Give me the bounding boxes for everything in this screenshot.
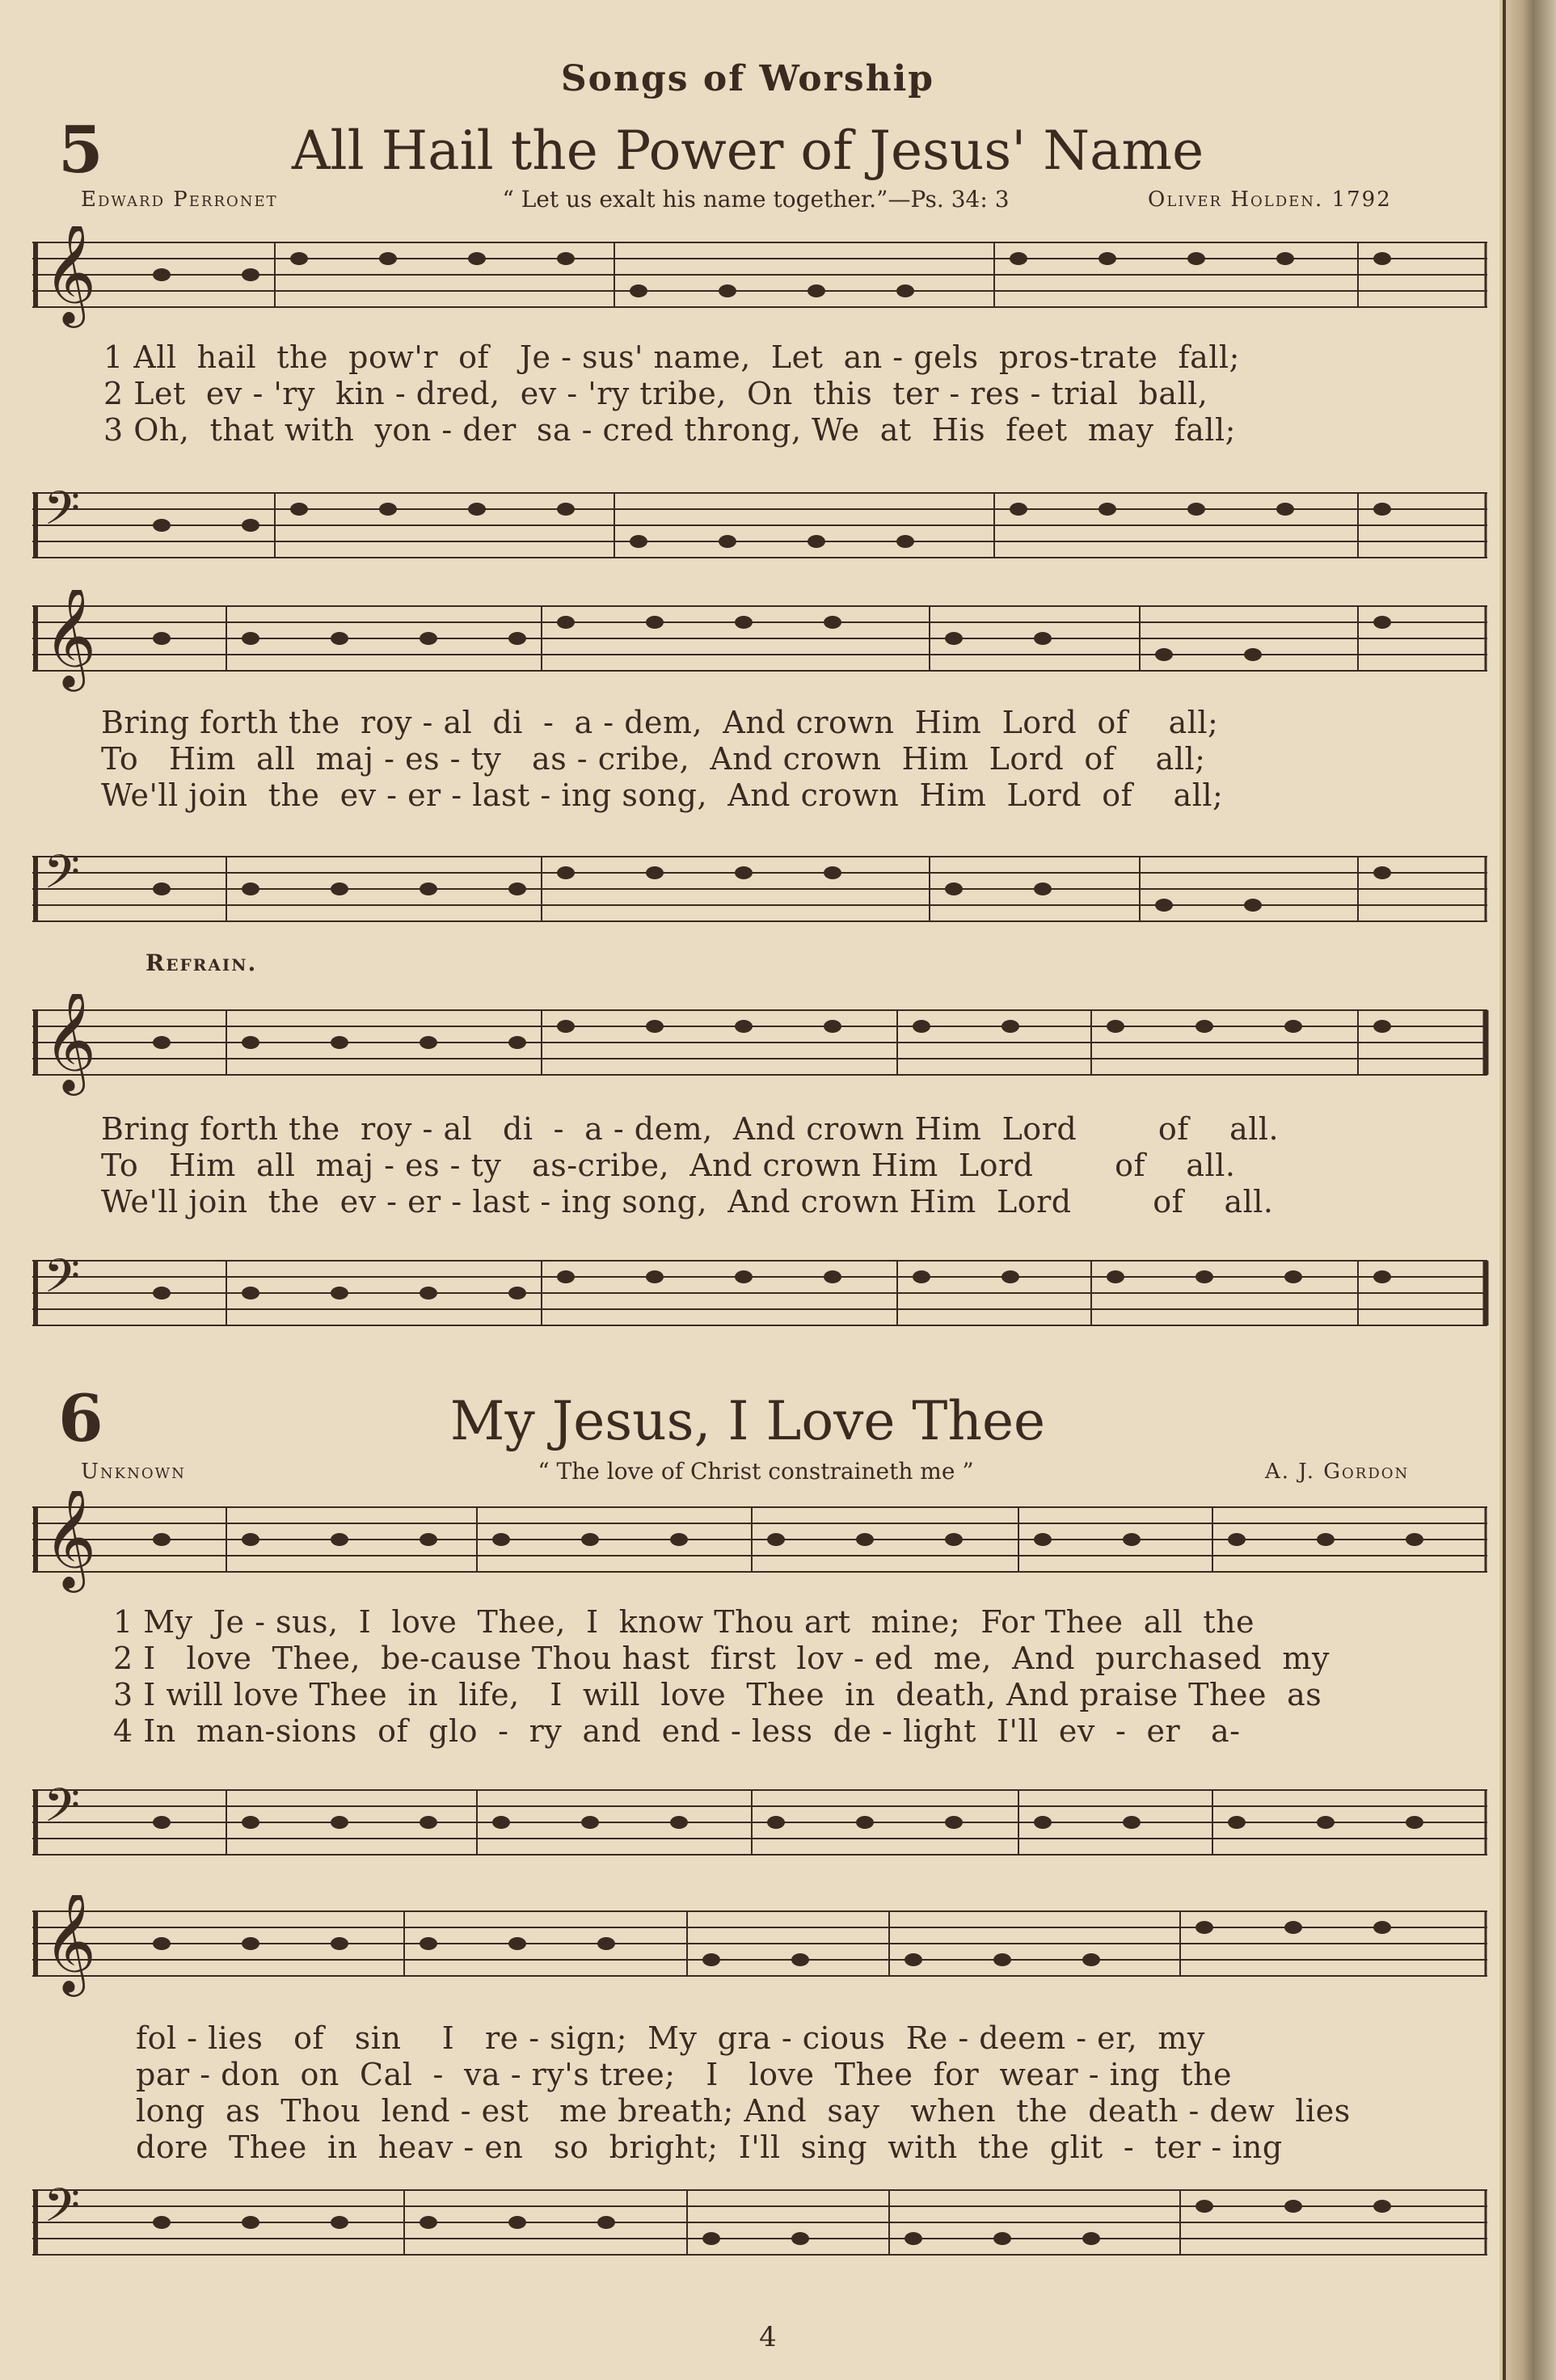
notehead xyxy=(508,632,526,645)
notehead xyxy=(420,1816,437,1829)
notehead xyxy=(1001,1270,1019,1283)
notehead xyxy=(508,1287,526,1300)
notehead xyxy=(508,882,526,895)
bass-clef: 𝄢 xyxy=(44,481,81,547)
notehead xyxy=(630,284,647,297)
notehead xyxy=(1155,648,1173,661)
hymn-title: All Hail the Power of Jesus' Name xyxy=(291,120,1204,182)
lyric-line: long as Thou lend - est me breath; And say when the death - dew lies xyxy=(136,2093,1351,2129)
music-system-bass xyxy=(32,1774,1495,1882)
notehead xyxy=(1284,1270,1302,1283)
notehead xyxy=(945,632,963,645)
notehead xyxy=(670,1816,688,1829)
notehead xyxy=(646,616,664,629)
page-edge xyxy=(1499,0,1556,2380)
notehead xyxy=(735,1020,753,1033)
notehead xyxy=(557,866,575,879)
notehead xyxy=(1034,1533,1052,1546)
music-system-bass xyxy=(32,2174,1495,2282)
bass-staff xyxy=(32,477,1495,582)
notehead xyxy=(1098,503,1116,516)
music-system-bass xyxy=(32,1245,1495,1353)
notehead xyxy=(242,882,259,895)
author-credit: Edward Perronet xyxy=(81,187,278,212)
music-system-treble xyxy=(32,226,1495,335)
notehead xyxy=(331,2216,348,2229)
notehead xyxy=(468,503,486,516)
notehead xyxy=(1373,2200,1391,2213)
notehead xyxy=(1284,1921,1302,1934)
notehead xyxy=(153,632,171,645)
lyric-line: 2 Let ev - 'ry kin - dred, ev - 'ry tribe, On this ter - res - trial ball, xyxy=(103,376,1208,411)
notehead xyxy=(331,632,348,645)
treble-clef: 𝄞 xyxy=(44,1895,97,1992)
notehead xyxy=(420,882,437,895)
lyric-line: 3 Oh, that with yon - der sa - cred throng, We at His feet may fall; xyxy=(103,412,1236,448)
notehead xyxy=(791,2232,809,2245)
notehead xyxy=(597,1937,615,1950)
notehead xyxy=(913,1020,930,1033)
lyric-line: 2 I love Thee, be-cause Thou hast first lov - ed me, And purchased my xyxy=(113,1641,1330,1676)
lyric-line: par - don on Cal - va - ry's tree; I love Thee for wear - ing the xyxy=(136,2057,1233,2092)
notehead xyxy=(331,1533,348,1546)
notehead xyxy=(557,616,575,629)
notehead xyxy=(824,866,841,879)
notehead xyxy=(905,2232,922,2245)
composer-credit: A. J. Gordon xyxy=(1265,1460,1410,1484)
notehead xyxy=(1123,1816,1141,1829)
notehead xyxy=(1034,632,1052,645)
notehead xyxy=(1228,1533,1246,1546)
notehead xyxy=(1244,648,1262,661)
notehead xyxy=(1373,503,1391,516)
notehead xyxy=(945,1533,963,1546)
notehead xyxy=(993,2232,1011,2245)
notehead xyxy=(1276,503,1294,516)
treble-staff xyxy=(32,590,1495,695)
notehead xyxy=(581,1816,599,1829)
notehead xyxy=(856,1816,874,1829)
treble-clef: 𝄞 xyxy=(44,590,97,687)
notehead xyxy=(824,1020,841,1033)
notehead xyxy=(1155,899,1173,912)
hymn-number: 5 xyxy=(58,112,103,187)
lyric-line: Bring forth the roy - al di - a - dem, And crown Him Lord of all. xyxy=(101,1111,1280,1147)
treble-clef: 𝄞 xyxy=(44,994,97,1091)
notehead xyxy=(646,1020,664,1033)
notehead xyxy=(896,284,914,297)
hymn-number: 6 xyxy=(58,1380,103,1456)
bass-staff xyxy=(32,1245,1495,1350)
bass-clef: 𝄢 xyxy=(44,2178,81,2244)
lyric-line: 4 In man-sions of glo - ry and end - less de - light I'll ev - er a- xyxy=(113,1713,1241,1749)
notehead xyxy=(331,1287,348,1300)
notehead xyxy=(420,2216,437,2229)
notehead xyxy=(581,1533,599,1546)
notehead xyxy=(1373,1020,1391,1033)
music-system-bass xyxy=(32,477,1495,585)
notehead xyxy=(420,1937,437,1950)
notehead xyxy=(153,1036,171,1049)
notehead xyxy=(1317,1816,1335,1829)
lyric-line: To Him all maj - es - ty as-cribe, And crown Him Lord of all. xyxy=(101,1148,1236,1183)
notehead xyxy=(153,1287,171,1300)
notehead xyxy=(1195,2200,1213,2213)
lyric-line: 1 All hail the pow'r of Je - sus' name, Let an - gels pros-trate fall; xyxy=(103,339,1240,375)
notehead xyxy=(468,252,486,265)
notehead xyxy=(646,866,664,879)
notehead xyxy=(153,1533,171,1546)
notehead xyxy=(1276,252,1294,265)
notehead xyxy=(767,1816,785,1829)
notehead xyxy=(670,1533,688,1546)
hymn-title: My Jesus, I Love Thee xyxy=(449,1390,1046,1452)
notehead xyxy=(290,252,308,265)
lyric-line: 3 I will love Thee in life, I will love Thee in death, And praise Thee as xyxy=(113,1677,1322,1712)
composer-credit: Oliver Holden. 1792 xyxy=(1148,187,1392,212)
notehead xyxy=(856,1533,874,1546)
music-system-treble xyxy=(32,1491,1495,1599)
notehead xyxy=(508,2216,526,2229)
notehead xyxy=(1284,2200,1302,2213)
notehead xyxy=(1010,252,1027,265)
treble-staff xyxy=(32,1895,1495,2000)
notehead xyxy=(1373,616,1391,629)
notehead xyxy=(242,2216,259,2229)
notehead xyxy=(508,1036,526,1049)
lyric-line: dore Thee in heav - en so bright; I'll sing with the glit - ter - ing xyxy=(136,2129,1283,2165)
notehead xyxy=(420,1533,437,1546)
notehead xyxy=(735,866,753,879)
notehead xyxy=(153,1937,171,1950)
lyric-line: To Him all maj - es - ty as - cribe, And crown Him Lord of all; xyxy=(101,741,1206,777)
notehead xyxy=(1123,1533,1141,1546)
notehead xyxy=(630,535,647,548)
lyric-line: We'll join the ev - er - last - ing song, And crown Him Lord of all; xyxy=(101,777,1224,813)
notehead xyxy=(331,882,348,895)
notehead xyxy=(735,616,753,629)
notehead xyxy=(1406,1816,1423,1829)
notehead xyxy=(1082,2232,1100,2245)
notehead xyxy=(1001,1020,1019,1033)
notehead xyxy=(242,1533,259,1546)
notehead xyxy=(1228,1816,1246,1829)
notehead xyxy=(557,1270,575,1283)
treble-staff xyxy=(32,1491,1495,1596)
bass-staff xyxy=(32,840,1495,946)
notehead xyxy=(646,1270,664,1283)
notehead xyxy=(945,882,963,895)
notehead xyxy=(1195,1270,1213,1283)
notehead xyxy=(153,268,171,281)
notehead xyxy=(153,519,171,532)
notehead xyxy=(290,503,308,516)
notehead xyxy=(1317,1533,1335,1546)
notehead xyxy=(1082,1953,1100,1966)
page-edge-line xyxy=(1503,0,1506,2380)
notehead xyxy=(242,519,259,532)
notehead xyxy=(1034,882,1052,895)
notehead xyxy=(242,1937,259,1950)
music-system-treble xyxy=(32,1895,1495,2003)
notehead xyxy=(331,1036,348,1049)
music-system-bass xyxy=(32,840,1495,949)
treble-clef: 𝄞 xyxy=(44,1491,97,1588)
running-head: Songs of Worship xyxy=(560,58,935,99)
bass-clef: 𝄢 xyxy=(44,845,81,911)
notehead xyxy=(379,252,397,265)
notehead xyxy=(1406,1533,1423,1546)
notehead xyxy=(1373,252,1391,265)
notehead xyxy=(808,535,825,548)
lyric-line: fol - lies of sin I re - sign; My gra - cious Re - deem - er, my xyxy=(136,2020,1205,2056)
notehead xyxy=(557,503,575,516)
treble-staff xyxy=(32,226,1495,331)
notehead xyxy=(492,1816,510,1829)
notehead xyxy=(557,1020,575,1033)
treble-staff xyxy=(32,994,1495,1099)
notehead xyxy=(896,535,914,548)
notehead xyxy=(1107,1020,1124,1033)
notehead xyxy=(824,1270,841,1283)
notehead xyxy=(331,1816,348,1829)
notehead xyxy=(905,1953,922,1966)
notehead xyxy=(719,284,736,297)
page-number: 4 xyxy=(759,2321,777,2353)
notehead xyxy=(331,1937,348,1950)
lyric-line: Bring forth the roy - al di - a - dem, And crown Him Lord of all; xyxy=(101,705,1219,740)
notehead xyxy=(492,1533,510,1546)
treble-clef: 𝄞 xyxy=(44,226,97,323)
bass-clef: 𝄢 xyxy=(44,1778,81,1844)
notehead xyxy=(153,882,171,895)
notehead xyxy=(242,1036,259,1049)
bass-staff xyxy=(32,1774,1495,1879)
notehead xyxy=(420,632,437,645)
notehead xyxy=(719,535,736,548)
notehead xyxy=(420,1287,437,1300)
notehead xyxy=(508,1937,526,1950)
lyric-line: We'll join the ev - er - last - ing song, And crown Him Lord of all. xyxy=(101,1184,1274,1219)
notehead xyxy=(1098,252,1116,265)
lyric-line: 1 My Je - sus, I love Thee, I know Thou art mine; For Thee all the xyxy=(113,1604,1255,1640)
notehead xyxy=(1373,1270,1391,1283)
notehead xyxy=(1373,1921,1391,1934)
notehead xyxy=(557,252,575,265)
notehead xyxy=(791,1953,809,1966)
notehead xyxy=(702,2232,720,2245)
music-system-treble xyxy=(32,590,1495,698)
notehead xyxy=(945,1816,963,1829)
notehead xyxy=(153,2216,171,2229)
notehead xyxy=(597,2216,615,2229)
notehead xyxy=(1284,1020,1302,1033)
refrain-label: Refrain. xyxy=(145,950,258,976)
notehead xyxy=(1244,899,1262,912)
notehead xyxy=(735,1270,753,1283)
notehead xyxy=(767,1533,785,1546)
author-credit: Unknown xyxy=(81,1460,186,1484)
hymn-motto: “ The love of Christ constraineth me ” xyxy=(538,1458,974,1485)
notehead xyxy=(1195,1921,1213,1934)
notehead xyxy=(824,616,841,629)
notehead xyxy=(242,268,259,281)
notehead xyxy=(242,632,259,645)
notehead xyxy=(379,503,397,516)
notehead xyxy=(242,1287,259,1300)
bass-staff xyxy=(32,2174,1495,2279)
notehead xyxy=(242,1816,259,1829)
hymn-motto: “ Let us exalt his name together.”—Ps. 34: 3 xyxy=(502,186,1010,213)
notehead xyxy=(1187,503,1205,516)
notehead xyxy=(1195,1020,1213,1033)
notehead xyxy=(702,1953,720,1966)
notehead xyxy=(1187,252,1205,265)
music-system-treble xyxy=(32,994,1495,1102)
notehead xyxy=(153,1816,171,1829)
notehead xyxy=(913,1270,930,1283)
notehead xyxy=(1373,866,1391,879)
notehead xyxy=(808,284,825,297)
notehead xyxy=(1034,1816,1052,1829)
notehead xyxy=(993,1953,1011,1966)
notehead xyxy=(1010,503,1027,516)
notehead xyxy=(420,1036,437,1049)
notehead xyxy=(1107,1270,1124,1283)
bass-clef: 𝄢 xyxy=(44,1249,81,1315)
